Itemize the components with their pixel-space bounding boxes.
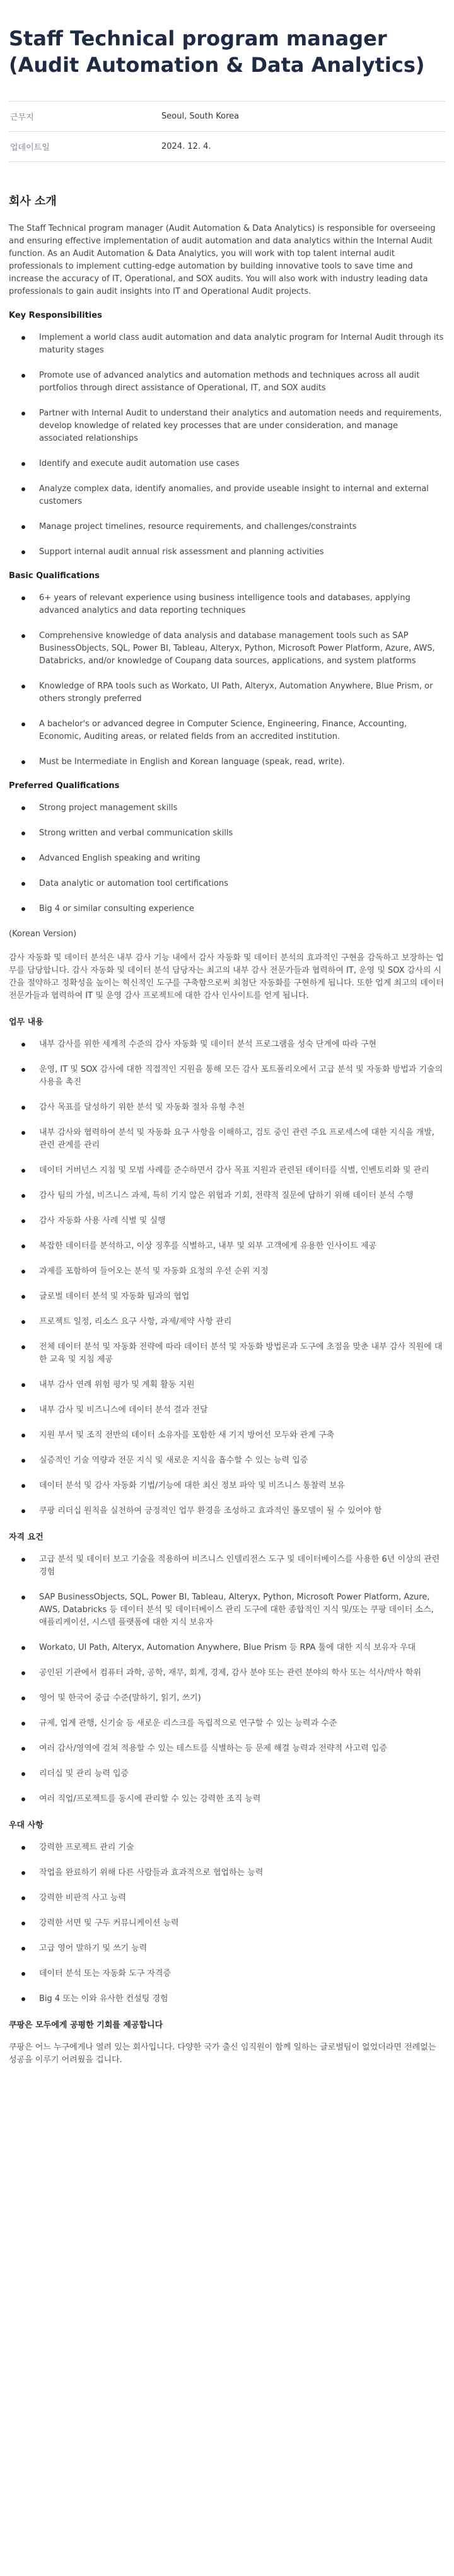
bullet-list <box>9 332 445 559</box>
list-item <box>9 1591 445 1629</box>
list-item <box>9 407 445 445</box>
list-item-text: 과제를 포함하여 들어오는 분석 및 자동화 요청의 우선 순위 지정 <box>39 1267 269 1276</box>
bullet-icon <box>21 882 25 886</box>
list-item <box>9 903 445 915</box>
bullet-icon <box>21 487 25 491</box>
list-item-text: 데이터 분석 또는 자동화 도구 자격증 <box>39 1969 172 1978</box>
meta-row-location <box>9 102 445 132</box>
list-item-text: 강력한 서면 및 구두 커뮤니케이션 능력 <box>39 1918 179 1928</box>
bullet-icon <box>21 1846 25 1850</box>
bullet-icon <box>21 1671 25 1675</box>
sub-heading: Key Responsibilities <box>9 311 102 320</box>
list-item-text: SAP BusinessObjects, SQL, Power BI, Tableau, Alteryx, Python, Microsoft Power Platform, Azure, AWS, Databricks 등 데이터 분석 및 데이터베이스 관리 도구에 대한 종합적인 지식 및/또는 쿠팡 데이터 소스, 애플리케이션, 시스템 플랫폼에 대한 지식 보유자 <box>39 1593 434 1627</box>
list-item <box>9 1215 445 1227</box>
bullet-icon <box>21 1408 25 1412</box>
list-item-text: 규제, 업계 관행, 신기술 등 새로운 리스크를 독립적으로 연구할 수 있는 능력과 수준 <box>39 1719 337 1728</box>
bullet-icon <box>21 634 25 638</box>
list-item <box>9 718 445 743</box>
list-item-text: 운영, IT 및 SOX 감사에 대한 직접적인 지원을 통해 모든 감사 포트폴리오에서 고급 분석 및 자동화 방법과 기술의 사용을 촉진 <box>39 1065 443 1087</box>
list-item-text: 공인된 기관에서 컴퓨터 과학, 공학, 재무, 회계, 경제, 감사 분야 또는 관련 분야의 학사 또는 석사/박사 학위 <box>39 1668 422 1678</box>
bullet-icon <box>21 596 25 600</box>
bullet-icon <box>21 1459 25 1463</box>
list-item <box>9 521 445 533</box>
bullet-icon <box>21 1106 25 1110</box>
list-item-text: Comprehensive knowledge of data analysis and database management tools such as SAP BusinessObjects, SQL, Power BI, Tableau, Alteryx, Python, Microsoft Power Platform, Azure, AWS, Databricks, and/or knowledge of Coupang data sources, applications, and system platforms <box>39 631 435 666</box>
bullet-icon <box>21 1797 25 1801</box>
list-item-text: Big 4 또는 이와 유사한 컨설팅 경험 <box>39 1994 168 2004</box>
bullet-icon <box>21 857 25 861</box>
bullet-icon <box>21 1244 25 1248</box>
bullet-icon <box>21 1972 25 1976</box>
list-item-text: 고급 영어 말하기 및 쓰기 능력 <box>39 1944 148 1953</box>
bullet-icon <box>21 832 25 835</box>
bullet-icon <box>21 907 25 911</box>
list-item-text: 내부 감사와 협력하여 분석 및 자동화 요구 사항을 이해하고, 검토 중인 관련 주요 프로세스에 대한 지식을 개발, 관련 관계를 관리 <box>39 1128 434 1150</box>
list-item <box>9 1190 445 1202</box>
job-title: Staff Technical program manager (Audit Automation & Data Analytics) <box>9 26 425 77</box>
bullet-list <box>9 1842 445 2005</box>
list-item-text: Workato, UI Path, Alteryx, Automation Anywhere, Blue Prism 등 RPA 툴에 대한 지식 보유자 우대 <box>39 1643 416 1652</box>
bullet-icon <box>21 1896 25 1900</box>
bullet-icon <box>21 1722 25 1726</box>
list-item <box>9 1064 445 1089</box>
list-item-text: 여러 감사/영역에 걸쳐 적용할 수 있는 테스트를 식별하는 등 문제 해결 능력과 전략적 사고력 입증 <box>39 1744 387 1753</box>
sub-heading: 자격 요건 <box>9 1533 44 1542</box>
closing-paragraph: 쿠팡은 어느 누구에게나 열려 있는 회사입니다. 다양한 국가 출신 임직원이 함께 일하는 글로벌팀이 없었더라면 전례없는 성공을 이루기 어려웠을 겁니다. <box>9 2043 436 2065</box>
bullet-list <box>9 802 445 915</box>
intro-paragraph: The Staff Technical program manager (Audit Automation & Data Analytics) is responsible for overseeing and ensuring effective implementation of audit automation and data analytics within the Internal Audit function. As an Audit Automation & Data Analytics, you will work with top talent internal audit professionals to implement cutting-edge automation by building innovative tools to save time and increase the accuracy of IT, Operational, and SOX audits. You will also work with industry leading data professionals to gain audit insights into IT and Operational Audit projects. <box>9 224 436 296</box>
bullet-icon <box>21 550 25 554</box>
list-item-text: Strong project management skills <box>39 803 178 813</box>
bullet-icon <box>21 1270 25 1273</box>
list-item <box>9 878 445 890</box>
list-item-text: A bachelor's or advanced degree in Computer Science, Engineering, Finance, Accounting, Economic, Auditing areas, or related fields from an accredited institution. <box>39 719 407 741</box>
list-item <box>9 1454 445 1467</box>
bullet-icon <box>21 1646 25 1650</box>
korean-paragraph: 감사 자동화 및 데이터 분석은 내부 감사 기능 내에서 감사 자동화 및 데이터 분석의 효과적인 구현을 감독하고 보장하는 업무를 담당합니다. 감사 자동화 및 데이터 분석 담당자는 최고의 내부 감사 전문가들과 협력하여 IT, 운영 및 SOX 감사의 시간을 절약하고 정확성을 높이는 혁신적인 도구를 구축함으로써 최첨단 자동화를 구현하게 됩니다. 또한 업계 최고의 데이터 전문가들과 협력하여 IT 및 운영 감사 프로젝트에 대한 감사 인사이트를 얻게 됩니다. <box>9 953 444 1001</box>
list-item-text: 복잡한 데이터를 분석하고, 이상 징후를 식별하고, 내부 및 외부 고객에게 유용한 인사이트 제공 <box>39 1241 377 1251</box>
bullet-icon <box>21 1068 25 1072</box>
list-item-text: 내부 감사를 위한 세계적 수준의 감사 자동화 및 데이터 분석 프로그램을 성숙 단계에 따라 구현 <box>39 1040 377 1049</box>
sub-heading: Preferred Qualifications <box>9 781 120 791</box>
list-item-text: 리더십 및 관리 능력 입증 <box>39 1769 129 1778</box>
list-item-text: 실증적인 기술 역량과 전문 지식 및 새로운 지식을 흡수할 수 있는 능력 입증 <box>39 1456 308 1465</box>
list-item <box>9 1793 445 1806</box>
list-item-text: 데이터 거버넌스 지침 및 모범 사례를 준수하면서 감사 목표 지원과 관련된 데이터를 식별, 인벤토리화 및 관리 <box>39 1166 429 1175</box>
list-item-text: Analyze complex data, identify anomalies, and provide useable insight to internal and external customers <box>39 484 429 506</box>
bullet-icon <box>21 1295 25 1299</box>
list-item <box>9 1429 445 1442</box>
list-item <box>9 1164 445 1177</box>
sub-heading: Basic Qualifications <box>9 571 100 581</box>
list-item-text: 6+ years of relevant experience using business intelligence tools and databases, applying advanced analytics and data reporting techniques <box>39 593 410 615</box>
list-item-text: Support internal audit annual risk assessment and planning activities <box>39 547 324 557</box>
list-item <box>9 1240 445 1253</box>
sub-heading: 우대 사항 <box>9 1821 44 1830</box>
list-item <box>9 827 445 840</box>
list-item <box>9 1038 445 1051</box>
list-item <box>9 1265 445 1278</box>
bullet-icon <box>21 1169 25 1173</box>
list-item-text: 지원 부서 및 조직 전반의 데이터 소유자를 포함한 새 기지 방어선 모두와 관계 구축 <box>39 1430 335 1440</box>
bullet-icon <box>21 1697 25 1700</box>
bullet-icon <box>21 1947 25 1951</box>
list-item <box>9 483 445 508</box>
list-item-text: 고급 분석 및 데이터 보고 기술을 적용하여 비즈니스 인텔리전스 도구 및 데이터베이스를 사용한 6년 이상의 관련 경험 <box>39 1555 440 1577</box>
bullet-icon <box>21 1922 25 1925</box>
list-item <box>9 1379 445 1391</box>
bullet-icon <box>21 1509 25 1513</box>
list-item <box>9 852 445 865</box>
list-item <box>9 458 445 470</box>
meta-row-updated <box>9 132 445 162</box>
bullet-icon <box>21 722 25 726</box>
bullet-icon <box>21 412 25 415</box>
list-item <box>9 1316 445 1328</box>
list-item <box>9 680 445 705</box>
list-item <box>9 1993 445 2005</box>
bullet-icon <box>21 525 25 529</box>
list-item-text: Partner with Internal Audit to understand their analytics and automation needs and requirements, develop knowledge of related key processes that are under consideration, and manage associated relationships <box>39 409 442 443</box>
list-item-text: Knowledge of RPA tools such as Workato, UI Path, Alteryx, Automation Anywhere, Blue Prism, or others strongly preferred <box>39 682 433 704</box>
list-item-text: 여러 직업/프로젝트를 동시에 관리할 수 있는 강력한 조직 능력 <box>39 1794 261 1804</box>
list-item <box>9 1553 445 1579</box>
bullet-list <box>9 592 445 769</box>
list-item-text: Data analytic or automation tool certifications <box>39 879 228 888</box>
bullet-icon <box>21 1194 25 1198</box>
list-item-text: 데이터 분석 및 감사 자동화 기법/기능에 대한 최신 정보 파악 및 비즈니스 통찰력 보유 <box>39 1481 346 1490</box>
list-item <box>9 1768 445 1780</box>
list-item-text: 강력한 비판적 사고 능력 <box>39 1893 126 1903</box>
bullet-icon <box>21 1772 25 1776</box>
list-item-text: 글로벌 데이터 분석 및 자동화 팀과의 협업 <box>39 1292 190 1301</box>
list-item-text: 전체 데이터 분석 및 자동화 전략에 따라 데이터 분석 및 자동화 방법론과 도구에 초점을 맞춘 내부 감사 직원에 대한 교육 및 지침 제공 <box>39 1342 443 1364</box>
list-item-text: 영어 및 한국어 중급 수준(말하기, 읽기, 쓰기) <box>39 1693 201 1703</box>
bullet-icon <box>21 1871 25 1875</box>
bullet-icon <box>21 1596 25 1599</box>
list-item <box>9 1717 445 1730</box>
list-item <box>9 1642 445 1654</box>
list-item-text: Promote use of advanced analytics and automation methods and techniques across all audit portfolios through direct assistance of Operational, IT, and SOX audits <box>39 371 420 393</box>
list-item <box>9 756 445 769</box>
list-item <box>9 1917 445 1930</box>
bullet-icon <box>21 1219 25 1223</box>
meta-label: 근무지 <box>10 113 34 122</box>
bullet-icon <box>21 1131 25 1135</box>
list-item-text: Manage project timelines, resource requirements, and challenges/constraints <box>39 522 357 531</box>
list-item-text: Strong written and verbal communication skills <box>39 828 233 838</box>
list-item <box>9 592 445 617</box>
list-item <box>9 1892 445 1905</box>
list-item-text: 감사 팀의 가설, 비즈니스 과제, 특히 기지 않은 위협과 기회, 전략적 질문에 답하기 위해 데이터 분석 수행 <box>39 1191 414 1200</box>
bullet-icon <box>21 1484 25 1488</box>
list-item-text: 내부 감사 연례 위험 평가 및 계획 활동 지원 <box>39 1380 195 1390</box>
list-item <box>9 1867 445 1879</box>
meta-value: Seoul, South Korea <box>161 112 240 121</box>
bullet-icon <box>21 1558 25 1562</box>
closing-heading: 쿠팡은 모두에게 공평한 기회를 제공합니다 <box>9 2021 163 2030</box>
list-item <box>9 630 445 668</box>
bullet-icon <box>21 336 25 340</box>
list-item-text: Advanced English speaking and writing <box>39 854 201 863</box>
list-item-text: Must be Intermediate in English and Korean language (speak, read, write). <box>39 757 345 767</box>
list-item <box>9 1667 445 1680</box>
section-heading: 회사 소개 <box>9 195 57 208</box>
list-item-text: Big 4 or similar consulting experience <box>39 904 194 914</box>
job-meta-table <box>9 101 445 162</box>
bullet-icon <box>21 462 25 466</box>
list-item <box>9 1692 445 1705</box>
bullet-icon <box>21 1997 25 2001</box>
list-item <box>9 1480 445 1492</box>
list-item <box>9 1101 445 1114</box>
list-item <box>9 1404 445 1417</box>
list-item <box>9 1842 445 1854</box>
bullet-list <box>9 1553 445 1806</box>
sub-heading: 업무 내용 <box>9 1018 44 1027</box>
bullet-icon <box>21 1383 25 1387</box>
bullet-icon <box>21 374 25 378</box>
korean-version-label: (Korean Version) <box>9 929 77 939</box>
list-item-text: Identify and execute audit automation use cases <box>39 459 240 468</box>
list-item <box>9 332 445 357</box>
list-item <box>9 1127 445 1152</box>
list-item-text: 감사 자동화 사용 사례 식별 및 실행 <box>39 1216 166 1226</box>
list-item <box>9 1942 445 1955</box>
list-item <box>9 369 445 395</box>
bullet-icon <box>21 1320 25 1324</box>
list-item-text: Implement a world class audit automation and data analytic program for Internal Audit through its maturity stages <box>39 333 444 355</box>
bullet-icon <box>21 1043 25 1047</box>
list-item-text: 프로젝트 일정, 리소스 요구 사항, 과제/제약 사항 관리 <box>39 1317 232 1326</box>
list-item <box>9 1968 445 1980</box>
list-item-text: 감사 목표를 달성하기 위한 분석 및 자동화 절차 유형 추천 <box>39 1103 245 1112</box>
bullet-icon <box>21 685 25 688</box>
list-item-text: 작업을 완료하기 위해 다른 사람들과 효과적으로 협업하는 능력 <box>39 1868 264 1877</box>
list-item <box>9 802 445 815</box>
bullet-icon <box>21 1345 25 1349</box>
list-item <box>9 1505 445 1517</box>
list-item <box>9 546 445 559</box>
list-item-text: 강력한 프로젝트 관리 기술 <box>39 1843 134 1852</box>
list-item <box>9 1291 445 1303</box>
list-item <box>9 1341 445 1366</box>
meta-value: 2024. 12. 4. <box>161 142 211 151</box>
bullet-icon <box>21 1434 25 1437</box>
list-item-text: 내부 감사 및 비즈니스에 데이터 분석 결과 전달 <box>39 1405 208 1415</box>
bullet-icon <box>21 1747 25 1751</box>
bullet-list <box>9 1038 445 1517</box>
meta-label: 업데이트일 <box>10 143 50 153</box>
list-item-text: 쿠팡 리더십 원칙을 실천하여 긍정적인 업무 환경을 조성하고 효과적인 롤모델이 될 수 있어야 함 <box>39 1506 382 1516</box>
list-item <box>9 1743 445 1755</box>
bullet-icon <box>21 806 25 810</box>
bullet-icon <box>21 760 25 764</box>
